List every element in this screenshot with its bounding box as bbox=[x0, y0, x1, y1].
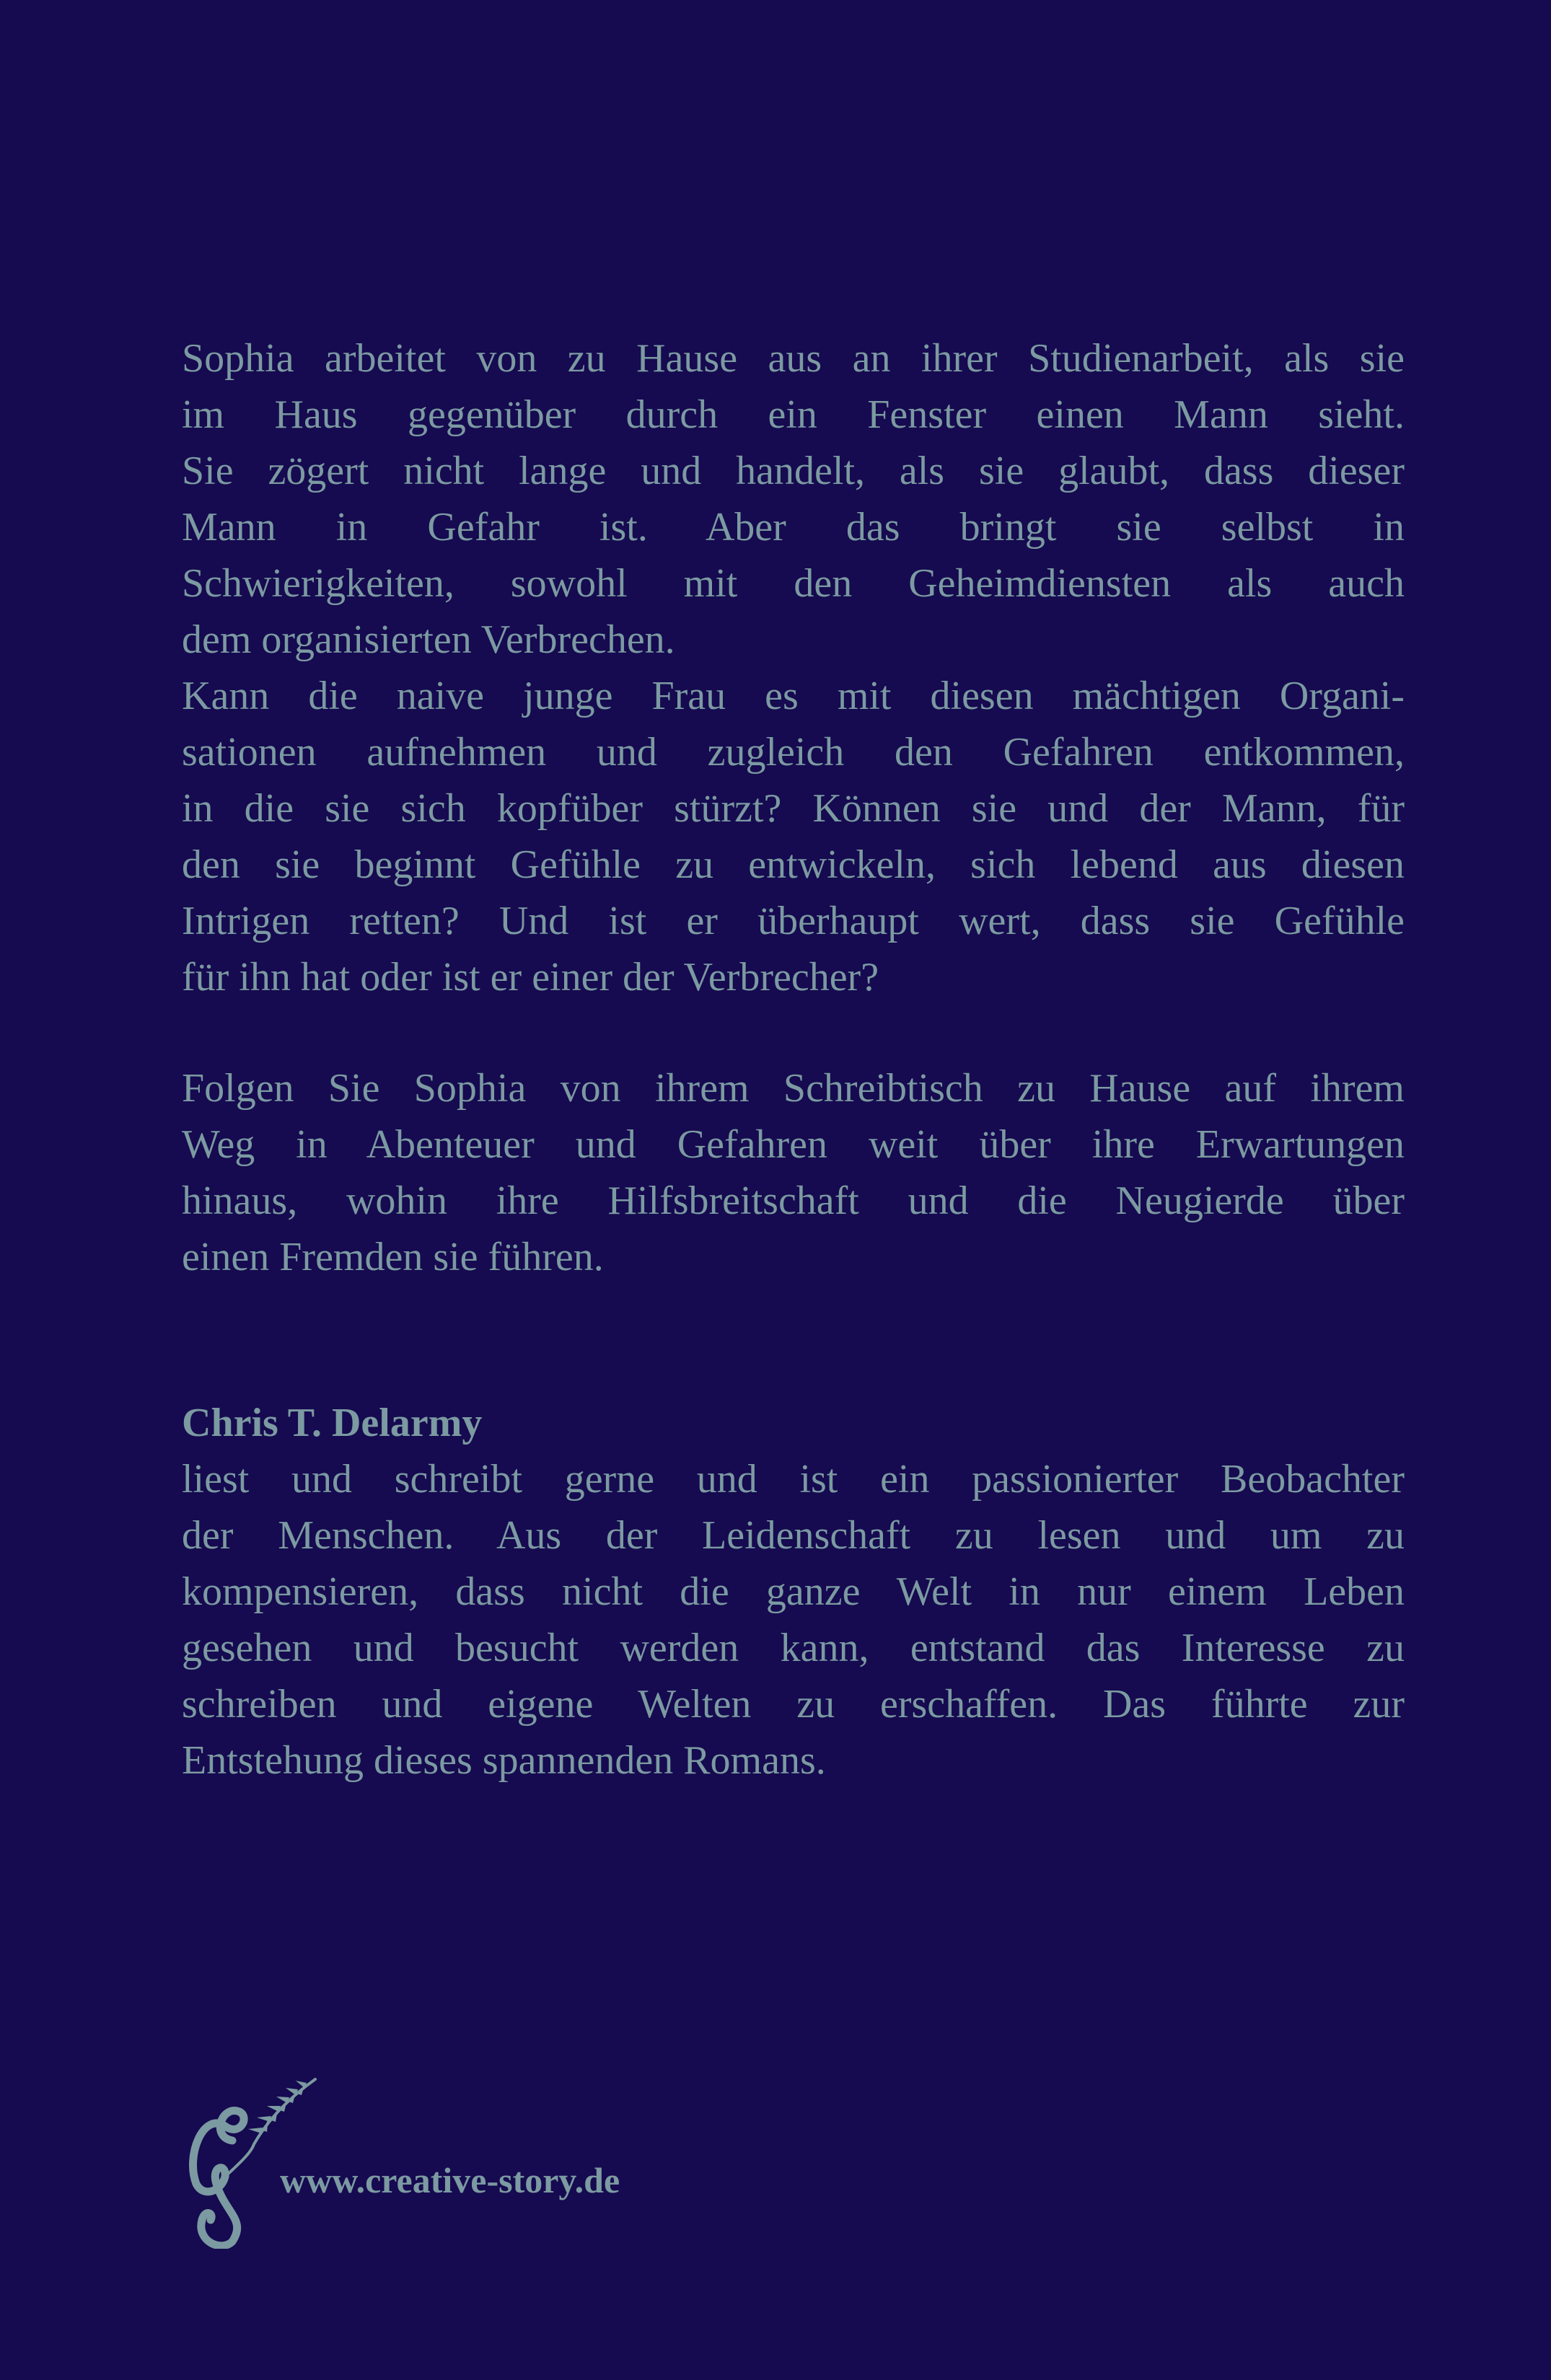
text-line: einen Fremden sie führen. bbox=[182, 1235, 604, 1279]
text-line: Weg in Abenteuer und Gefahren weit über ihre Erwartungen bbox=[182, 1122, 1405, 1167]
text-line: Folgen Sie Sophia von ihrem Schreibtisch zu Hause auf ihrem bbox=[182, 1066, 1405, 1111]
text-line: Entstehung dieses spannenden Romans. bbox=[182, 1738, 826, 1783]
text-line: dem organisierten Verbrechen. bbox=[182, 617, 675, 662]
text-line: Intrigen retten? Und ist er überhaupt wert, dass sie Gefühle bbox=[182, 899, 1405, 943]
text-line: Kann die naive junge Frau es mit diesen mächtigen Organi- bbox=[182, 674, 1405, 718]
text-line: für ihn hat oder ist er einer der Verbrecher? bbox=[182, 955, 879, 1000]
text-line: der Menschen. Aus der Leidenschaft zu lesen und um zu bbox=[182, 1513, 1405, 1558]
publisher-url-link[interactable]: www.creative-story.de bbox=[280, 2160, 620, 2200]
text-line: Schwierigkeiten, sowohl mit den Geheimdiensten als auch bbox=[182, 561, 1405, 606]
text-line: hinaus, wohin ihre Hilfsbreitschaft und die Neugierde über bbox=[182, 1178, 1405, 1223]
text-line: Sie zögert nicht lange und handelt, als sie glaubt, dass dieser bbox=[182, 449, 1405, 493]
text-line: liest und schreibt gerne und ist ein passionierter Beobachter bbox=[182, 1457, 1405, 1502]
text-line: Sophia arbeitet von zu Hause aus an ihrer Studienarbeit, als sie bbox=[182, 336, 1405, 381]
author-name: Chris T. Delarmy bbox=[182, 1401, 483, 1445]
text-line: gesehen und besucht werden kann, entstand das Interesse zu bbox=[182, 1626, 1405, 1670]
text-line: in die sie sich kopfüber stürzt? Können sie und der Mann, für bbox=[182, 786, 1405, 831]
text-line: im Haus gegenüber durch ein Fenster einen Mann sieht. bbox=[182, 392, 1405, 437]
text-line: Mann in Gefahr ist. Aber das bringt sie selbst in bbox=[182, 505, 1405, 550]
follow-paragraph bbox=[182, 1060, 1405, 1285]
text-line: kompensieren, dass nicht die ganze Welt in nur einem Leben bbox=[182, 1569, 1405, 1614]
blurb-paragraph bbox=[182, 330, 1405, 1005]
text-line: den sie beginnt Gefühle zu entwickeln, sich lebend aus diesen bbox=[182, 842, 1405, 887]
text-line: schreiben und eigene Welten zu erschaffen. Das führte zur bbox=[182, 1682, 1405, 1727]
text-line: sationen aufnehmen und zugleich den Gefahren entkommen, bbox=[182, 730, 1405, 775]
author-bio bbox=[182, 1395, 1405, 1789]
